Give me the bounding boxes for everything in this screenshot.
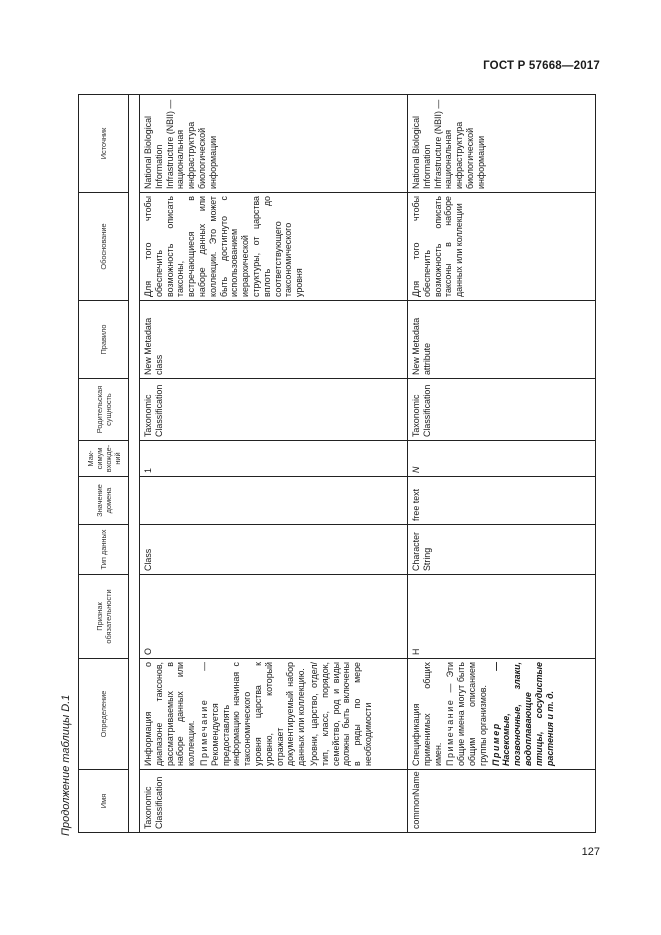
definition-note — [199, 662, 307, 766]
col-header-parent: Родительская сущность — [79, 379, 129, 441]
definition-extra: Уровни, царство, отдел/тип, класс, порядок, семейство, род и виды должны быть включены в ряды по мере необходимости — [308, 662, 373, 766]
cell-rule: New Metadata class — [140, 301, 408, 379]
cell-datatype: Class — [140, 525, 408, 575]
definition-text: Информация о диапазоне таксонов, рассматриваемых в наборе данных или коллекции. — [143, 662, 197, 766]
col-header-rule: Правило — [79, 301, 129, 379]
cell-rationale: Для того чтобы обеспечить возможность описать таксоны, встречающиеся в наборе данных или коллекции. Это может быть достигнуто с использованием иерархической структуры, от царства вплоть до соответствующего таксономического уровня — [140, 193, 408, 301]
cell-definition — [408, 659, 596, 770]
definition-note — [445, 662, 488, 766]
col-header-rationale: Обоснование — [79, 193, 129, 301]
cell-name: commonName — [408, 770, 596, 833]
cell-parent: Taxonomic Classification — [408, 379, 596, 441]
cell-source: National Biological Information Infrastructure (NBII) — национальная инфраструктура биологической информации — [140, 95, 408, 193]
note-text: — Эти общие имена могут быть общим описанием группы организмов. — [445, 662, 488, 766]
header-spacer — [129, 95, 140, 833]
cell-datatype: Character String — [408, 525, 596, 575]
col-header-datatype: Тип данных — [79, 525, 129, 575]
definition-example — [491, 662, 556, 766]
col-header-definition: Определение — [79, 659, 129, 770]
col-header-maxocc: Мак-симум вхожде-ний — [79, 441, 129, 477]
note-label: Примечание — [445, 698, 456, 766]
note-label: Примечание — [198, 698, 209, 766]
col-header-name: Имя — [79, 770, 129, 833]
cell-domain: free text — [408, 477, 596, 525]
table-continuation-label: Продолжение таблицы D.1 — [60, 694, 72, 836]
cell-maxocc: N — [408, 441, 596, 477]
rotated-table-container — [78, 95, 571, 833]
document-code: ГОСТ Р 57668—2017 — [483, 60, 600, 72]
cell-name: Taxonomic Classification — [140, 770, 408, 833]
col-header-domain: Значение домена — [79, 477, 129, 525]
table-row — [140, 95, 408, 833]
example-label: Пример — [490, 722, 501, 766]
page-number: 127 — [581, 846, 600, 858]
table-row — [408, 95, 596, 833]
cell-rule: New Metadata attribute — [408, 301, 596, 379]
col-header-source: Источник — [79, 95, 129, 193]
example-text: — Насекомые, позвоночные, злаки, водоплавающие птицы, сосудистые растения и т. д. — [490, 662, 555, 766]
cell-obligation: Н — [408, 575, 596, 659]
cell-rationale: Для того чтобы обеспечить возможность описать таксоны в наборе данных или коллекции — [408, 193, 596, 301]
cell-definition — [140, 659, 408, 770]
cell-obligation: О — [140, 575, 408, 659]
note-text: — Рекомендуется предоставлять информацию начиная с таксономического уровня царства к уровню, который отражает документируемый набор данных или коллекцию. — [198, 662, 307, 766]
table-header-row — [79, 95, 129, 833]
definition-text: Спецификация применимых общих имен. — [411, 662, 443, 766]
cell-parent: Taxonomic Classification — [140, 379, 408, 441]
metadata-table — [78, 94, 596, 833]
cell-domain — [140, 477, 408, 525]
col-header-obligation: Признак обязательности — [79, 575, 129, 659]
cell-maxocc: 1 — [140, 441, 408, 477]
cell-source: National Biological Information Infrastructure (NBII) — национальная инфраструктура биологической информации — [408, 95, 596, 193]
